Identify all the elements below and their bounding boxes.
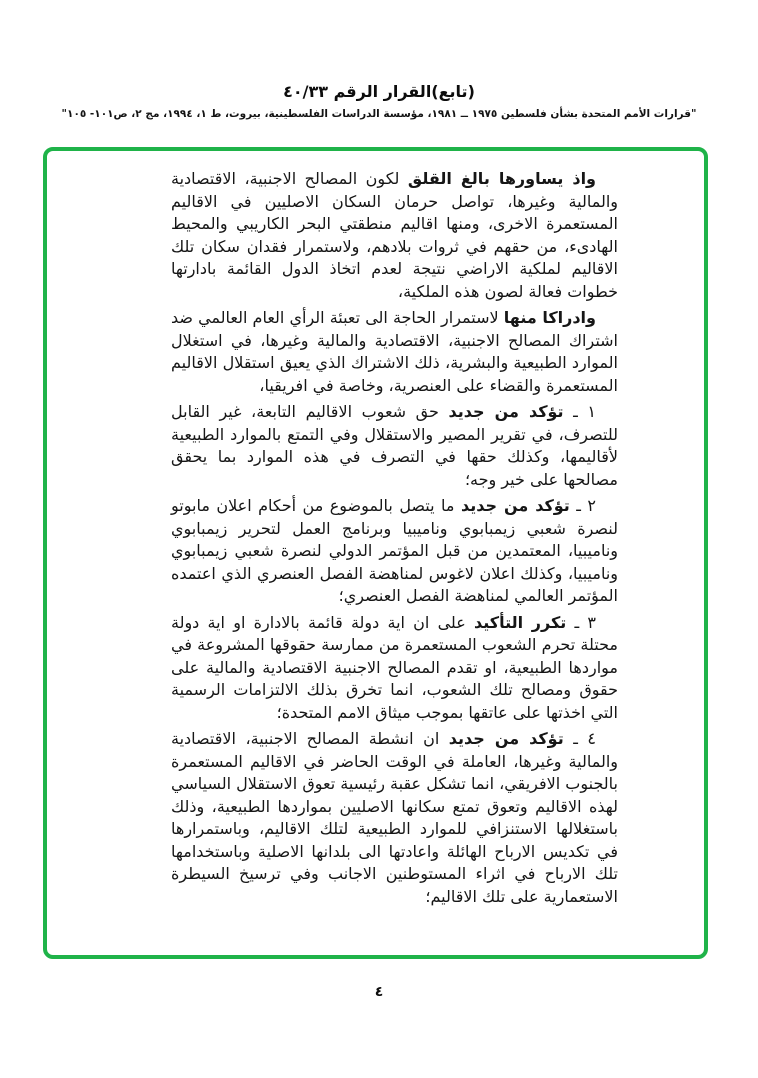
- source-citation: "قرارات الأمم المتحدة بشأن فلسطين ١٩٧٥ ــ ١٩٨١، مؤسسة الدراسات الفلسطينية، بيروت، ط ١، ١٩٩٤، مج ٢، ص١٠١- ١٠٥": [61, 108, 697, 120]
- paragraph-text: ما يتصل بالموضوع من أحكام اعلان مابوتو لنصرة شعبي زيمبابوي وناميبيا وبرنامج العمل لتحرير زيمبابوي وناميبيا، المعتمدين من قبل المؤتمر الدولي لنصرة شعبي زيمبابوي وناميبيا، وكذلك اعلان لاغوس لمناهضة الفصل العنصري الذي اعتمده المؤتمر العالمي لمناهضة الفصل العنصري؛: [171, 496, 618, 605]
- operative-paragraph-3: [171, 612, 618, 725]
- paragraph-number: ١ ـ: [563, 402, 597, 421]
- operative-paragraph-4: [171, 728, 618, 908]
- paragraph-lead: تؤكد من جديد: [448, 729, 564, 748]
- paragraph-text: لكون المصالح الاجنبية، الاقتصادية والمالية وغيرها، تواصل حرمان السكان الاصليين في الاقاليم المستعمرة الاخرى، ومنها اقاليم منطقتي البحر الكاريبي والمحيط الهادىء، من حقهم في ثروات بلادهم، ولاستمرار فقدان سكان تلك الاقاليم لملكية الاراضي نتيجة لعدم اتخاذ الدول القائمة بادارتها خطوات فعالة لصون هذه الملكية،: [171, 169, 618, 301]
- preamble-paragraph: [171, 168, 618, 303]
- page-number: ٤: [374, 984, 384, 1000]
- paragraph-number: ٣ ـ: [566, 612, 597, 632]
- paragraph-number: ٤ ـ: [563, 729, 597, 748]
- paragraph-lead: تؤكد من جديد: [460, 496, 570, 515]
- preamble-paragraph: [171, 307, 618, 397]
- paragraph-lead: واذ يساورها بالغ القلق: [407, 169, 597, 188]
- paragraph-number: ٢ ـ: [569, 496, 597, 515]
- paragraph-text: على ان اية دولة قائمة بالادارة او اية دولة محتلة تحرم الشعوب المستعمرة من ممارسة حقوقها المشروعة في مواردها الطبيعية، او تقدم المصالح الاجنبية الاقتصادية والمالية على حقوق ومصالح تلك الشعوب، انما تخرق بذلك الالتزامات الرسمية التي اخذتها على عاتقها بموجب ميثاق الامم المتحدة؛: [171, 612, 618, 722]
- operative-paragraph-2: [171, 495, 618, 608]
- paragraph-text: حق شعوب الاقاليم التابعة، غير القابل للتصرف، في تقرير المصير والاستقلال وفي التمتع بالموارد الطبيعية لأقاليمها، وكذلك حقها في التصرف في هذه الموارد بما يحقق مصالحها على خير وجه؛: [171, 402, 618, 489]
- operative-paragraph-1: [171, 401, 618, 491]
- resolution-title: (تابع)القرار الرقم ٤٠/٣٣: [283, 82, 475, 101]
- resolution-body-text: [171, 168, 618, 912]
- paragraph-text: لاستمرار الحاجة الى تعبئة الرأي العام العالمي ضد اشتراك المصالح الاجنبية، الاقتصادية والمالية وغيرها، في استغلال الموارد الطبيعية والبشرية، ذلك الاشتراك الذي يعيق استقلال الاقاليم المستعمرة والقضاء على العنصرية، وخاصة في افريقيا،: [171, 308, 618, 395]
- paragraph-text: ان انشطة المصالح الاجنبية، الاقتصادية والمالية وغيرها، العاملة في الوقت الحاضر في الاقاليم المستعمرة بالجنوب الافريقي، انما تشكل عقبة رئيسية تعوق الاستقلال السياسي لهذه الاقاليم وتعوق تمتع سكانها الاصليين بمواردها الطبيعية، وذلك باستغلالها الاستنزافي للموارد الطبيعية لتلك الاقاليم، وباستمرارها في تكديس الارباح الهائلة واعادتها الى بلدانها الاصلية وباستخدامها تلك الارباح في اثراء المستوطنين الاجانب وفي ترسيخ السيطرة الاستعمارية على تلك الاقاليم؛: [171, 729, 618, 906]
- paragraph-lead: تؤكد من جديد: [448, 402, 564, 421]
- paragraph-lead: وادراكا منها: [503, 308, 596, 327]
- paragraph-lead: تكرر التأكيد: [474, 612, 567, 632]
